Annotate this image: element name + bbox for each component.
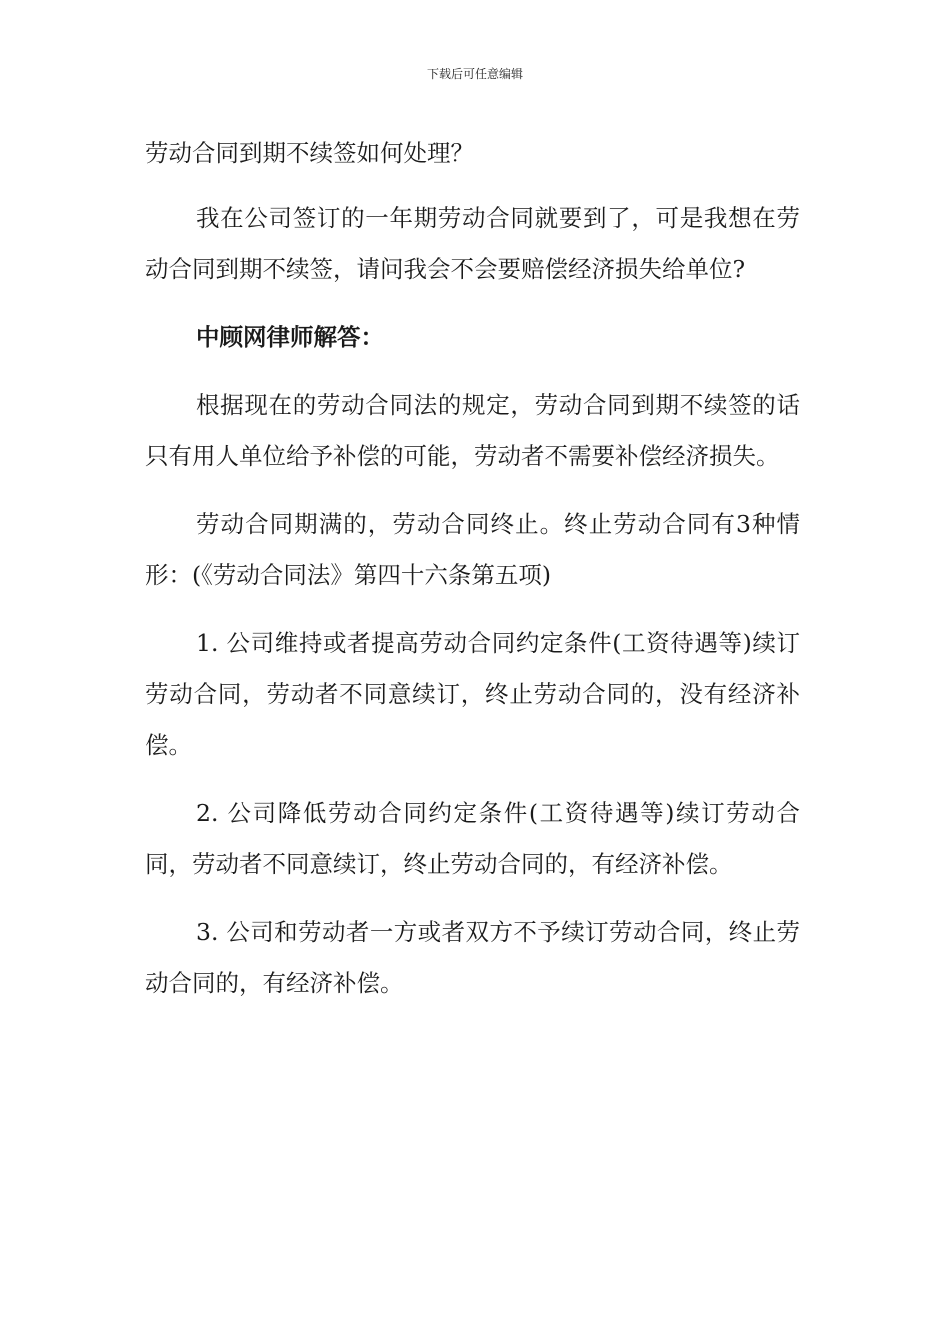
answer-paragraph-2: 劳动合同期满的，劳动合同终止。终止劳动合同有3种情形：(《劳动合同法》第四十六条第五项): [145, 510, 800, 589]
question-paragraph: 我在公司签订的一年期劳动合同就要到了，可是我想在劳动合同到期不续签，请问我会不会要赔偿经济损失给单位?: [145, 204, 800, 283]
document-title: 劳动合同到期不续签如何处理？: [145, 139, 474, 167]
page-header: 下载后可任意编辑: [426, 67, 523, 81]
answer-heading: 中顾网律师解答：: [196, 323, 384, 351]
list-item-1: 1. 公司维持或者提高劳动合同约定条件(工资待遇等)续订劳动合同，劳动者不同意续订，终止劳动合同的，没有经济补偿。: [145, 629, 800, 759]
document-body: [145, 128, 800, 1026]
list-item-3: 3. 公司和劳动者一方或者双方不予续订劳动合同，终止劳动合同的，有经济补偿。: [145, 918, 800, 997]
answer-paragraph-1: 根据现在的劳动合同法的规定，劳动合同到期不续签的话只有用人单位给予补偿的可能，劳动者不需要补偿经济损失。: [145, 391, 800, 470]
list-item-2: 2. 公司降低劳动合同约定条件(工资待遇等)续订劳动合同，劳动者不同意续订，终止劳动合同的，有经济补偿。: [145, 799, 800, 878]
